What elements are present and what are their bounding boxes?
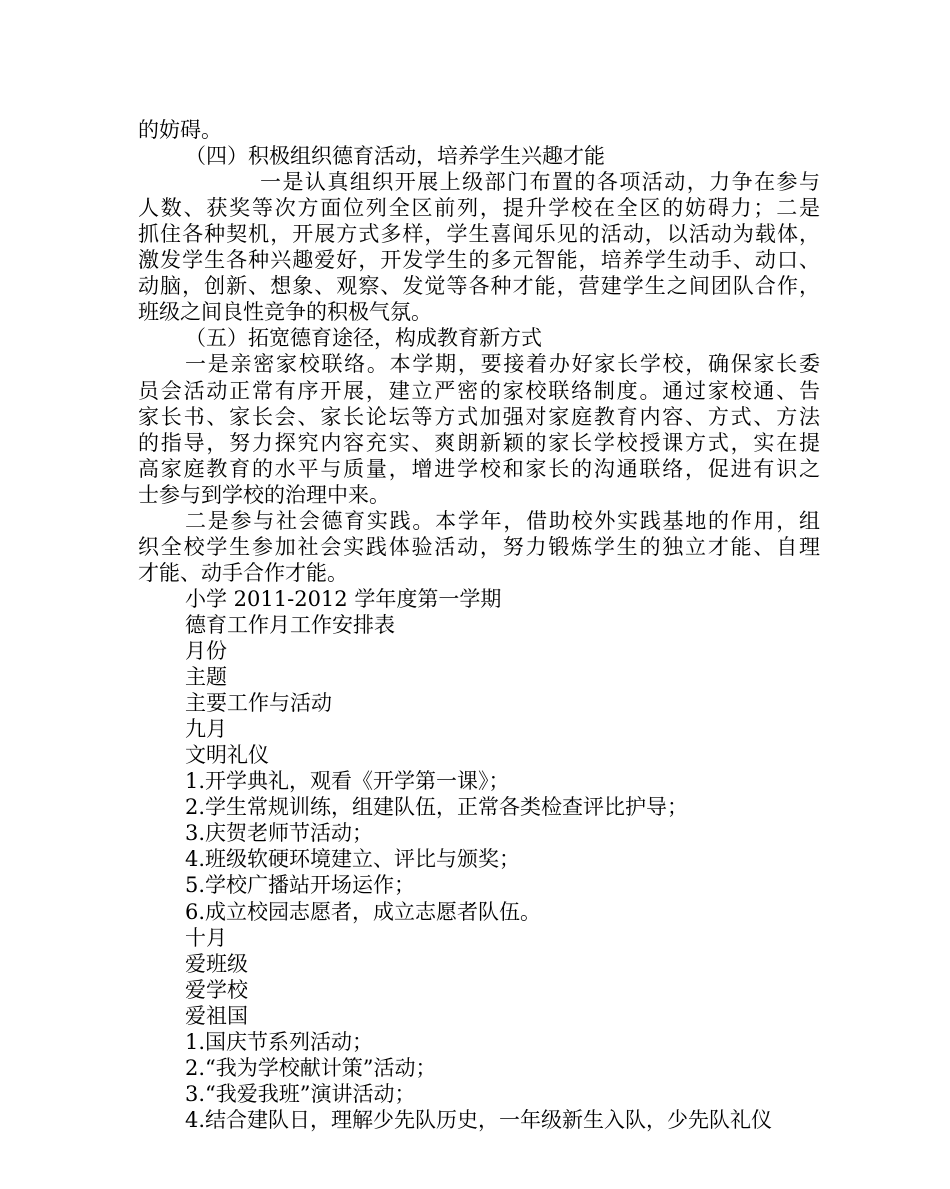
paragraph-line: 的指导，努力探究内容充实、爽朗新颖的家长学校授课方式，实在提 xyxy=(138,430,820,455)
paragraph-line: 激发学生各种兴趣爱好，开发学生的多元智能，培养学生动手、动口、 xyxy=(138,248,820,273)
table-cell-theme: 文明礼仪 xyxy=(185,743,269,768)
table-cell-theme: 爱学校 xyxy=(185,977,248,1002)
table-cell-activity: 2.学生常规训练，组建队伍，正常各类检查评比护导； xyxy=(185,795,689,820)
paragraph-line: 一是亲密家校联络。本学期，要接着办好家长学校，确保家长委 xyxy=(185,352,820,377)
table-cell-activity: 1.开学典礼，观看《开学第一课》； xyxy=(185,769,510,794)
paragraph-line: 动脑，创新、想象、观察、发觉等各种才能，营建学生之间团队合作， xyxy=(138,274,820,299)
table-cell-month: 九月 xyxy=(185,717,227,742)
paragraph-line: 的妨碍。 xyxy=(138,118,222,142)
table-header-theme: 主题 xyxy=(185,665,227,690)
section-heading: （四）积极组织德育活动，培养学生兴趣才能 xyxy=(185,144,605,169)
paragraph-line: 士参与到学校的治理中来。 xyxy=(138,482,390,507)
table-cell-month: 十月 xyxy=(185,925,227,950)
table-header-month: 月份 xyxy=(185,639,227,663)
table-cell-activity: 2.“我为学校献计策”活动； xyxy=(185,1055,437,1080)
section-heading: （五）拓宽德育途径，构成教育新方式 xyxy=(185,326,542,351)
paragraph-line: 才能、动手合作才能。 xyxy=(138,560,348,585)
schedule-subtitle: 德育工作月工作安排表 xyxy=(185,612,395,637)
paragraph-line: 家长书、家长会、家长论坛等方式加强对家庭教育内容、方式、方法 xyxy=(138,404,820,429)
paragraph-line: 班级之间良性竞争的积极气氛。 xyxy=(138,300,432,325)
table-cell-activity: 4.结合建队日，理解少先队历史，一年级新生入队，少先队礼仪 xyxy=(185,1107,773,1132)
schedule-title: 小学 2011-2012 学年度第一学期 xyxy=(185,586,502,611)
paragraph-line: 抓住各种契机，开展方式多样，学生喜闻乐见的活动，以活动为载体， xyxy=(138,222,820,247)
table-header-activities: 主要工作与活动 xyxy=(185,691,332,716)
paragraph-line: 人数、获奖等次方面位列全区前列，提升学校在全区的妨碍力；二是 xyxy=(138,196,820,221)
table-cell-activity: 6.成立校园志愿者，成立志愿者队伍。 xyxy=(185,899,542,924)
table-cell-theme: 爱班级 xyxy=(185,951,248,976)
table-cell-activity: 1.国庆节系列活动； xyxy=(185,1029,374,1054)
paragraph-line: 一是认真组织开展上级部门布置的各项活动，力争在参与 xyxy=(260,170,820,195)
paragraph-line: 员会活动正常有序开展，建立严密的家校联络制度。通过家校通、告 xyxy=(138,378,820,403)
table-cell-activity: 3.“我爱我班”演讲活动； xyxy=(185,1081,416,1106)
paragraph-line: 织全校学生参加社会实践体验活动，努力锻炼学生的独立才能、自理 xyxy=(138,534,820,559)
paragraph-line: 二是参与社会德育实践。本学年，借助校外实践基地的作用，组 xyxy=(185,508,820,533)
paragraph-line: 高家庭教育的水平与质量，增进学校和家长的沟通联络，促进有识之 xyxy=(138,456,820,481)
table-cell-activity: 5.学校广播站开场运作； xyxy=(185,873,416,898)
table-cell-activity: 4.班级软硬环境建立、评比与颁奖； xyxy=(185,847,521,872)
table-cell-activity: 3.庆贺老师节活动； xyxy=(185,821,374,846)
table-cell-theme: 爱祖国 xyxy=(185,1003,248,1028)
